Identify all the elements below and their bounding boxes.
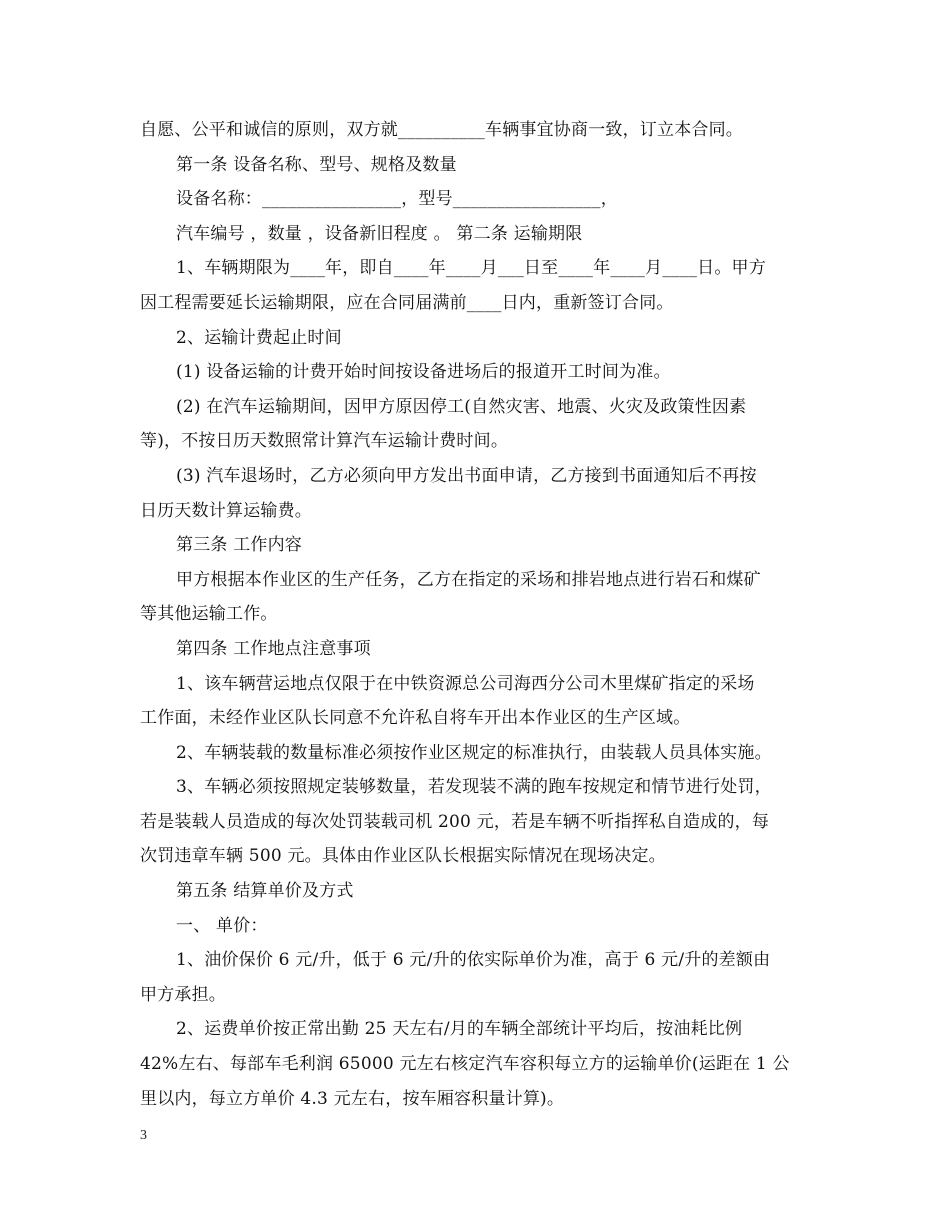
document-line: 1、车辆期限为____年，即自____年____月___日至____年____月____日。甲方 (176, 258, 766, 279)
document-line: 第五条 结算单价及方式 (176, 881, 354, 902)
document-line: 3、车辆必须按照规定装够数量，若发现装不满的跑车按规定和情节进行处罚， (176, 777, 772, 798)
page-number: 3 (140, 1128, 147, 1143)
document-line: 自愿、公平和诚信的原则，双方就__________车辆事宜协商一致，订立本合同。 (140, 120, 743, 140)
document-line: 第一条 设备名称、型号、规格及数量 (176, 154, 457, 175)
document-line: 设备名称：________________，型号_________________， (176, 189, 618, 210)
document-line: 里以内，每立方单价 4.3 元左右，按车厢容积量计算)。 (140, 1088, 565, 1109)
document-line: 一、 单价： (176, 915, 268, 936)
document-line: 1、该车辆营运地点仅限于在中铁资源总公司海西分公司木里煤矿指定的采场 (176, 673, 755, 694)
document-line: 甲方根据本作业区的生产任务，乙方在指定的采场和排岩地点进行岩石和煤矿 (176, 569, 761, 590)
document-line: 工作面，未经作业区队长同意不允许私自将车开出本作业区的生产区域。 (140, 708, 691, 729)
document-line: 第三条 工作内容 (176, 535, 303, 556)
document-line: 甲方承担。 (140, 984, 226, 1005)
document-line: 2、车辆装载的数量标准必须按作业区规定的标准执行，由装载人员具体实施。 (176, 742, 772, 763)
document-line: 第四条 工作地点注意事项 (176, 638, 371, 659)
document-line: 日历天数计算运输费。 (140, 500, 312, 521)
document-line: (3) 汽车退场时，乙方必须向甲方发出书面申请，乙方接到书面通知后不再按 (176, 465, 757, 486)
document-line: 2、运输计费起止时间 (176, 327, 342, 348)
document-line: 汽车编号 ，数量 ，设备新旧程度 。 第二条 运输期限 (176, 223, 583, 244)
document-line: 1、油价保价 6 元/升，低于 6 元/升的依实际单价为准，高于 6 元/升的差额由 (176, 950, 771, 971)
document-line: 次罚违章车辆 500 元。具体由作业区队长根据实际情况在现场决定。 (140, 846, 666, 867)
document-line: 2、运费单价按正常出勤 25 天左右/月的车辆全部统计平均后，按油耗比例 (176, 1019, 743, 1040)
document-line: (2) 在汽车运输期间，因甲方原因停工(自然灾害、地震、火灾及政策性因素 (176, 396, 747, 417)
document-line: (1) 设备运输的计费开始时间按设备进场后的报道开工时间为准。 (176, 362, 671, 383)
document-line: 等其他运输工作。 (140, 604, 278, 625)
document-line: 42%左右、每部车毛利润 65000 元左右核定汽车容积每立方的运输单价(运距在 1 公 (140, 1054, 790, 1075)
document-body (140, 113, 816, 1116)
document-line: 等)，不按日历天数照常计算汽车运输计费时间。 (140, 431, 509, 452)
document-line: 若是装载人员造成的每次处罚装载司机 200 元，若是车辆不听指挥私自造成的，每 (140, 811, 770, 832)
document-line: 因工程需要延长运输期限，应在合同届满前____日内，重新签订合同。 (140, 292, 674, 313)
